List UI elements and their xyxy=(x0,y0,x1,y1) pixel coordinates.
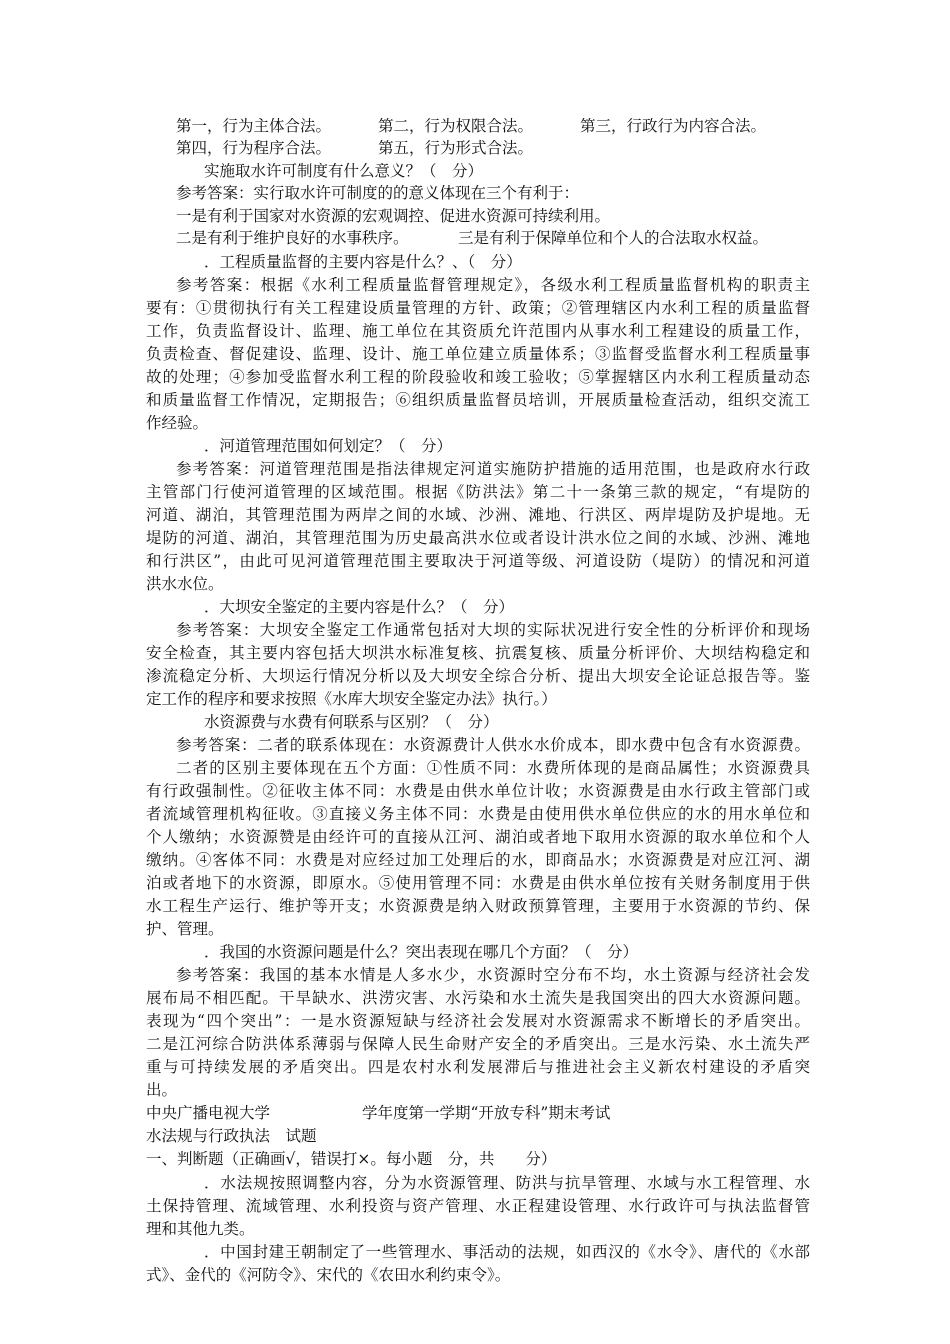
text-line: 和行洪区”，由此可见河道管理范围主要取决于河道等级、河道设防（堤防）的情况和河道 xyxy=(146,552,810,570)
text-line: 出。 xyxy=(146,1081,178,1099)
text-line: 表现为“四个突出”：一是水资源短缺与经济社会发展对水资源需求不断增长的矛盾突出。 xyxy=(146,1012,810,1030)
question-heading: ．大坝安全鉴定的主要内容是什么？（ 分） xyxy=(204,598,515,616)
text-line: 二是江河综合防洪体系薄弱与保障人民生命财产安全的矛盾突出。三是水污染、水土流失严 xyxy=(146,1035,810,1053)
text-line: 故的处理；④参加受监督水利工程的阶段验收和竣工验收；⑤掌握辖区内水利工程质量动态 xyxy=(146,368,810,386)
text-line: 参考答案：我国的基本水情是人多水少，水资源时空分布不均，水土资源与经济社会发 xyxy=(176,966,810,984)
text-line: 二者的区别主要体现在五个方面：①性质不同：水费所体现的是商品属性；水资源费具 xyxy=(176,759,810,777)
text-line: 展布局不相匹配。干旱缺水、洪涝灾害、水污染和水土流失是我国突出的四大水资源问题。 xyxy=(146,989,810,1007)
text-line: 个人缴纳；水资源赞是由经许可的直接从江河、湖泊或者地下取用水资源的取水单位和个人 xyxy=(146,828,810,846)
text-line: 工作，负责监督设计、监理、施工单位在其资质允许范围内从事水利工程建设的质量工作， xyxy=(146,322,810,340)
question-heading: ．我国的水资源问题是什么？突出表现在哪几个方面？（ 分） xyxy=(204,943,639,961)
text-line: 水工程生产运行、维护等开支；水资源费是纳入财政预算管理，主要用于水资源的节约、保 xyxy=(146,897,810,915)
text-line: 河道、湖泊，其管理范围为两岸之间的水域、沙洲、滩地、行洪区、两岸堤防及护堤地。无 xyxy=(146,506,810,524)
text-line: 主管部门行使河道管理的区域范围。根据《防洪法》第二十一条第三款的规定，“有堤防的 xyxy=(146,483,810,501)
text-line: 第一，行为主体合法。 第二，行为权限合法。 第三，行政行为内容合法。 xyxy=(176,117,767,135)
text-line: 安全检查，其主要内容包括大坝洪水标准复核、抗震复核、质量分析评价、大坝结构稳定和 xyxy=(146,644,810,662)
text-line: 土保持管理、流域管理、水利投资与资产管理、水正程建设管理、水行政许可与执法监督管 xyxy=(146,1197,810,1215)
exam-title: 中央广播电视大学 学年度第一学期“开放专科”期末考试 xyxy=(146,1104,611,1122)
text-line: 参考答案：大坝安全鉴定工作通常包括对大坝的实际状况进行安全性的分析评价和现场 xyxy=(176,621,810,639)
question-heading: ．河道管理范围如何划定？（ 分） xyxy=(204,437,453,455)
text-line: 要有：①贯彻执行有关工程建设质量管理的方针、政策；②管理辖区内水利工程的质量监督 xyxy=(146,299,810,317)
text-line: 洪水水位。 xyxy=(146,575,224,593)
text-line: 式》、金代的《河防令》、宋代的《农田水利约束令》。 xyxy=(146,1266,511,1284)
text-line: ．水法规按照调整内容，分为水资源管理、防洪与抗旱管理、水域与水工程管理、水 xyxy=(204,1174,810,1192)
text-line: 二是有利于维护良好的水事秩序。 三是有利于保障单位和个人的合法取水权益。 xyxy=(176,229,769,247)
text-line: 泊或者地下的水资源，即原水。⑤使用管理不同：水费是由供水单位按有关财务制度用于供 xyxy=(146,874,810,892)
question-heading: 实施取水许可制度有什么意义？（ 分） xyxy=(204,162,484,180)
text-line: 参考答案：二者的联系体现在：水资源费计人供水水价成本，即水费中包含有水资源费。 xyxy=(176,736,810,754)
text-line: ．中国封建王朝制定了一些管理水、事活动的法规，如西汉的《水令》、唐代的《水部 xyxy=(204,1243,810,1261)
text-line: 作经验。 xyxy=(146,414,209,432)
text-line: 重与可持续发展的矛盾突出。四是农村水利发展滞后与推进社会主义新农村建设的矛盾突 xyxy=(146,1058,810,1076)
text-line: 和质量监督工作情况，定期报告；⑥组织质量监督员培训，开展质量检查活动，组织交流工 xyxy=(146,391,810,409)
text-line: 护、管理。 xyxy=(146,920,224,938)
exam-subject: 水法规与行政执法 试题 xyxy=(146,1127,317,1145)
question-heading: 水资源费与水费有何联系与区别？（ 分） xyxy=(204,713,499,731)
text-line: 参考答案：河道管理范围是指法律规定河道实施防护措施的适用范围，也是政府水行政 xyxy=(176,460,810,478)
text-line: 负责检查、督促建设、监理、设计、施工单位建立质量体系；③监督受监督水利工程质量事 xyxy=(146,345,810,363)
text-line: 一是有利于国家对水资源的宏观调控、促进水资源可持续利用。 xyxy=(176,207,611,225)
text-line: 参考答案：实行取水许可制度的的意义体现在三个有利于： xyxy=(176,184,580,202)
text-line: 堤防的河道、湖泊，其管理范围为历史最高洪水位或者设计洪水位之间的水域、沙洲、滩地 xyxy=(146,529,810,547)
text-line: 理和其他九类。 xyxy=(146,1220,255,1238)
text-line: 参考答案：根据《水利工程质量监督管理规定》，各级水利工程质量监督机构的职责主 xyxy=(176,276,810,294)
text-line: 第四，行为程序合法。 第五，行为形式合法。 xyxy=(176,139,534,157)
text-line: 渗流稳定分析、大坝运行情况分析以及大坝安全综合分析、提出大坝安全论证总报告等。鉴 xyxy=(146,667,810,685)
section-heading: 一、判断题（正确画√，错误打×。每小题 分，共 分） xyxy=(146,1150,557,1168)
text-line: 者流域管理机构征收。③直接义务主体不同：水费是由使用供水单位供应的水的用水单位和 xyxy=(146,805,810,823)
question-heading: ．工程质量监督的主要内容是什么？、（ 分） xyxy=(204,253,522,271)
text-line: 有行政强制性。②征收主体不同：水费是由供水单位计收；水资源费是由水行政主管部门或 xyxy=(146,782,810,800)
text-line: 定工作的程序和要求按照《水库大坝安全鉴定办法》执行。） xyxy=(146,690,557,708)
text-line: 缴纳。④客体不同：水费是对应经过加工处理后的水，即商品水；水资源费是对应江河、湖 xyxy=(146,851,810,869)
